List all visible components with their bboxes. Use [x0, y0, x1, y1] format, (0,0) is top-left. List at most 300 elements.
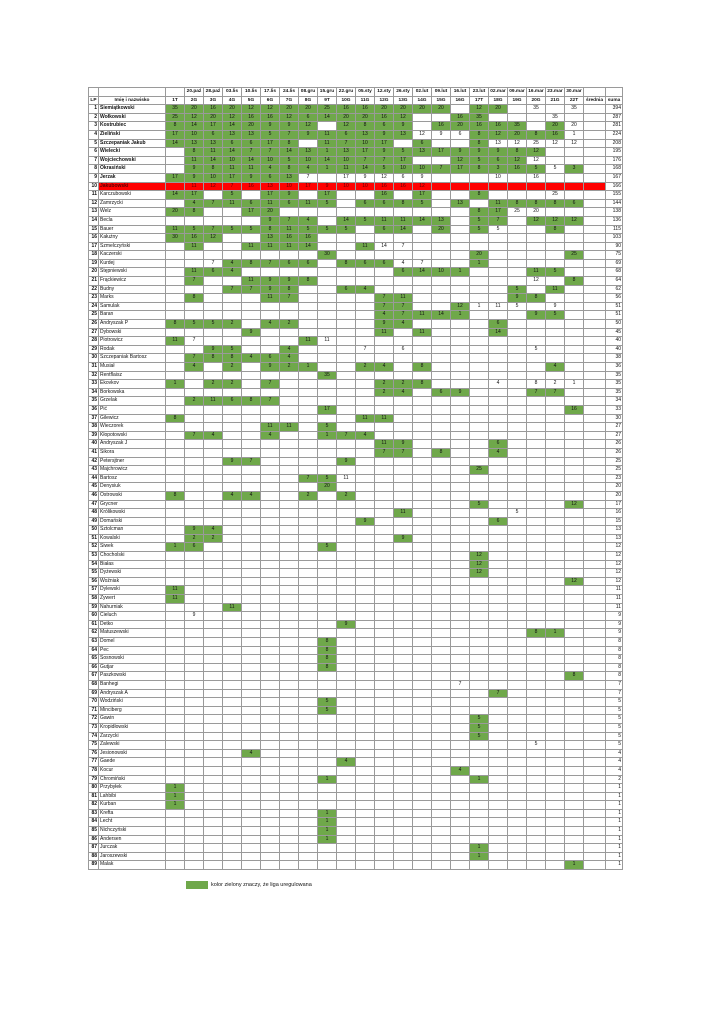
score-cell: [394, 569, 413, 578]
score-cell: [432, 560, 451, 569]
score-cell: [508, 569, 527, 578]
score-cell: [565, 741, 584, 750]
score-cell: [299, 328, 318, 337]
score-cell: [565, 655, 584, 664]
score-cell: [489, 569, 508, 578]
score-cell: [565, 732, 584, 741]
score-cell: [413, 517, 432, 526]
score-cell: 20: [565, 122, 584, 131]
score-cell: 11: [375, 440, 394, 449]
score-cell: [242, 302, 261, 311]
score-cell: 17: [318, 405, 337, 414]
table-row: [89, 208, 623, 217]
score-cell: 14: [242, 156, 261, 165]
score-cell: [299, 758, 318, 767]
score-cell: [166, 732, 185, 741]
score-cell: 11: [299, 199, 318, 208]
score-cell: [432, 715, 451, 724]
score-cell: [565, 448, 584, 457]
table-row: [89, 844, 623, 853]
score-cell: [489, 259, 508, 268]
score-cell: [584, 337, 606, 346]
score-cell: [413, 603, 432, 612]
score-cell: [318, 277, 337, 286]
score-cell: 5: [318, 474, 337, 483]
score-cell: [166, 302, 185, 311]
score-cell: [318, 448, 337, 457]
row-sum: 11: [606, 586, 623, 595]
score-cell: [299, 509, 318, 518]
row-name: Dyżewski: [99, 569, 166, 578]
score-cell: 16: [565, 405, 584, 414]
score-cell: [413, 371, 432, 380]
score-cell: 5: [204, 320, 223, 329]
score-cell: 1: [470, 852, 489, 861]
score-cell: [527, 122, 546, 131]
score-cell: [166, 612, 185, 621]
score-cell: [413, 569, 432, 578]
score-cell: 10: [413, 165, 432, 174]
score-cell: [508, 577, 527, 586]
score-cell: [375, 345, 394, 354]
score-cell: [413, 122, 432, 131]
score-cell: [394, 337, 413, 346]
score-cell: [470, 595, 489, 604]
score-cell: [413, 595, 432, 604]
score-cell: [375, 655, 394, 664]
score-cell: 12: [451, 156, 470, 165]
score-cell: [242, 680, 261, 689]
row-name: Nichczyński: [99, 827, 166, 836]
score-cell: [318, 397, 337, 406]
score-cell: [413, 354, 432, 363]
score-cell: [166, 517, 185, 526]
score-cell: 20: [204, 113, 223, 122]
score-cell: [185, 345, 204, 354]
score-cell: [451, 577, 470, 586]
score-cell: [280, 809, 299, 818]
score-cell: [470, 758, 489, 767]
score-cell: [413, 388, 432, 397]
score-cell: [356, 775, 375, 784]
row-lp: 48: [89, 509, 99, 518]
score-cell: [375, 577, 394, 586]
score-cell: [375, 835, 394, 844]
row-name: Gawin: [99, 715, 166, 724]
score-cell: [318, 629, 337, 638]
score-cell: [508, 474, 527, 483]
score-cell: [204, 741, 223, 750]
score-cell: 17: [375, 139, 394, 148]
row-lp: 83: [89, 809, 99, 818]
score-cell: [337, 509, 356, 518]
score-cell: [337, 818, 356, 827]
round-cell: 22T: [565, 96, 584, 105]
score-cell: [527, 191, 546, 200]
score-cell: 4: [394, 259, 413, 268]
score-cell: [318, 509, 337, 518]
score-cell: [337, 560, 356, 569]
score-cell: [337, 595, 356, 604]
score-cell: [508, 414, 527, 423]
row-name: Wieczorek: [99, 423, 166, 432]
score-cell: [318, 749, 337, 758]
table-row: [89, 234, 623, 243]
score-cell: 2: [299, 491, 318, 500]
score-cell: [413, 766, 432, 775]
score-cell: [223, 294, 242, 303]
score-cell: 5: [527, 345, 546, 354]
score-cell: 5: [261, 130, 280, 139]
score-cell: [413, 285, 432, 294]
score-cell: [299, 457, 318, 466]
score-cell: [413, 638, 432, 647]
score-cell: [166, 569, 185, 578]
score-cell: 1: [318, 809, 337, 818]
table-row: [89, 655, 623, 664]
score-cell: [527, 182, 546, 191]
score-cell: 8: [223, 354, 242, 363]
score-cell: 9: [356, 173, 375, 182]
score-cell: [356, 397, 375, 406]
score-cell: 14: [394, 225, 413, 234]
score-cell: 8: [242, 397, 261, 406]
row-lp: 15: [89, 225, 99, 234]
row-sum: 20: [606, 483, 623, 492]
score-cell: [375, 474, 394, 483]
score-cell: [223, 543, 242, 552]
score-cell: 1: [318, 165, 337, 174]
score-cell: [394, 766, 413, 775]
table-row: [89, 216, 623, 225]
score-cell: 11: [318, 139, 337, 148]
score-cell: [337, 543, 356, 552]
score-cell: [394, 234, 413, 243]
score-cell: [432, 320, 451, 329]
score-cell: [508, 526, 527, 535]
score-cell: [223, 242, 242, 251]
score-cell: [166, 148, 185, 157]
score-cell: [356, 371, 375, 380]
score-cell: [432, 638, 451, 647]
score-cell: 7: [261, 380, 280, 389]
score-cell: [337, 345, 356, 354]
score-cell: [185, 792, 204, 801]
score-cell: 11: [318, 130, 337, 139]
score-cell: 35: [527, 105, 546, 114]
score-cell: [299, 749, 318, 758]
score-cell: 8: [508, 199, 527, 208]
round-cell: 21G: [546, 96, 565, 105]
row-name: Majchrowicz: [99, 466, 166, 475]
score-cell: 20: [451, 122, 470, 131]
score-cell: [280, 784, 299, 793]
score-cell: [508, 517, 527, 526]
score-cell: [356, 543, 375, 552]
score-cell: [432, 698, 451, 707]
score-cell: [546, 105, 565, 114]
score-cell: [546, 586, 565, 595]
score-cell: 12: [242, 105, 261, 114]
score-cell: [337, 784, 356, 793]
score-cell: [356, 749, 375, 758]
score-cell: [299, 543, 318, 552]
score-cell: 12: [280, 113, 299, 122]
score-cell: 4: [204, 431, 223, 440]
score-cell: [223, 732, 242, 741]
score-cell: [356, 474, 375, 483]
score-cell: [185, 466, 204, 475]
score-cell: [356, 792, 375, 801]
score-cell: [489, 191, 508, 200]
score-cell: 20: [394, 105, 413, 114]
score-cell: [546, 156, 565, 165]
table-row: [89, 457, 623, 466]
score-cell: 6: [565, 199, 584, 208]
score-cell: [394, 749, 413, 758]
score-cell: 9: [413, 173, 432, 182]
score-cell: [337, 801, 356, 810]
score-cell: [280, 397, 299, 406]
score-cell: 7: [280, 294, 299, 303]
score-cell: 6: [375, 199, 394, 208]
score-cell: [204, 414, 223, 423]
score-cell: 8: [185, 208, 204, 217]
score-cell: [527, 337, 546, 346]
table-row: [89, 148, 623, 157]
row-lp: 12: [89, 199, 99, 208]
score-cell: [451, 466, 470, 475]
score-cell: [242, 466, 261, 475]
table-row: [89, 526, 623, 535]
score-cell: [204, 818, 223, 827]
score-cell: [204, 491, 223, 500]
score-cell: [337, 371, 356, 380]
row-name: Kurdej: [99, 259, 166, 268]
score-cell: [546, 775, 565, 784]
score-cell: [166, 577, 185, 586]
score-cell: [489, 784, 508, 793]
score-cell: 2: [375, 380, 394, 389]
score-cell: [356, 663, 375, 672]
row-lp: 63: [89, 638, 99, 647]
score-cell: 35: [166, 105, 185, 114]
score-cell: [185, 620, 204, 629]
score-cell: [508, 612, 527, 621]
score-cell: [185, 852, 204, 861]
score-cell: [565, 337, 584, 346]
score-cell: [508, 337, 527, 346]
score-cell: [508, 758, 527, 767]
score-cell: [318, 491, 337, 500]
score-cell: [166, 766, 185, 775]
score-cell: [242, 517, 261, 526]
score-cell: [242, 268, 261, 277]
score-cell: 20: [489, 105, 508, 114]
score-cell: [356, 311, 375, 320]
row-name: Detko: [99, 620, 166, 629]
score-cell: [470, 835, 489, 844]
table-row: [89, 534, 623, 543]
score-cell: [375, 844, 394, 853]
row-name: Bauer: [99, 225, 166, 234]
score-cell: [413, 156, 432, 165]
score-cell: [204, 388, 223, 397]
score-cell: 9: [261, 363, 280, 372]
score-cell: [299, 766, 318, 775]
score-cell: [280, 380, 299, 389]
score-cell: 1: [565, 130, 584, 139]
score-cell: [299, 655, 318, 664]
row-name: Andryszak A: [99, 689, 166, 698]
score-cell: [451, 208, 470, 217]
score-cell: 14: [204, 156, 223, 165]
score-cell: 14: [489, 328, 508, 337]
score-cell: [489, 672, 508, 681]
score-cell: [451, 277, 470, 286]
table-row: [89, 801, 623, 810]
score-cell: [527, 784, 546, 793]
score-cell: 7: [337, 431, 356, 440]
score-cell: [242, 380, 261, 389]
row-sum: 34: [606, 397, 623, 406]
score-cell: 4: [261, 431, 280, 440]
table-row: [89, 388, 623, 397]
score-cell: [242, 612, 261, 621]
score-cell: [318, 268, 337, 277]
score-cell: [318, 586, 337, 595]
score-cell: 10: [223, 156, 242, 165]
row-name: Jurczak: [99, 844, 166, 853]
score-cell: [280, 723, 299, 732]
score-cell: [356, 646, 375, 655]
row-lp: 46: [89, 491, 99, 500]
row-sum: 69: [606, 259, 623, 268]
score-cell: [261, 723, 280, 732]
score-cell: [166, 689, 185, 698]
score-cell: [451, 552, 470, 561]
score-cell: 8: [204, 354, 223, 363]
score-cell: [375, 337, 394, 346]
score-cell: 7: [394, 242, 413, 251]
score-cell: [337, 663, 356, 672]
score-cell: 7: [356, 156, 375, 165]
table-row: [89, 328, 623, 337]
score-cell: 1: [470, 259, 489, 268]
score-cell: [280, 431, 299, 440]
score-cell: [489, 809, 508, 818]
score-cell: [508, 534, 527, 543]
table-row: [89, 268, 623, 277]
score-cell: [223, 766, 242, 775]
score-cell: [489, 242, 508, 251]
score-cell: [527, 827, 546, 836]
score-cell: [394, 405, 413, 414]
score-cell: [356, 191, 375, 200]
score-cell: [204, 835, 223, 844]
score-cell: [356, 861, 375, 870]
score-cell: 8: [527, 629, 546, 638]
score-cell: [527, 259, 546, 268]
score-cell: [299, 294, 318, 303]
score-cell: [470, 431, 489, 440]
score-cell: [546, 500, 565, 509]
score-cell: [527, 612, 546, 621]
score-cell: 12: [489, 130, 508, 139]
score-cell: [470, 277, 489, 286]
round-cell: 6G: [261, 96, 280, 105]
score-cell: [546, 208, 565, 217]
row-lp: 68: [89, 680, 99, 689]
row-lp: 69: [89, 689, 99, 698]
score-cell: 8: [508, 148, 527, 157]
score-cell: 30: [318, 251, 337, 260]
row-name: Budny: [99, 285, 166, 294]
score-cell: [451, 560, 470, 569]
score-cell: 8: [318, 638, 337, 647]
row-sum: 56: [606, 294, 623, 303]
score-cell: [204, 784, 223, 793]
date-cell: 15.gru: [318, 88, 337, 97]
score-cell: [261, 835, 280, 844]
score-cell: [470, 526, 489, 535]
score-cell: 16: [356, 105, 375, 114]
score-cell: 5: [356, 216, 375, 225]
score-cell: [451, 672, 470, 681]
score-cell: [489, 612, 508, 621]
row-sum: 62: [606, 285, 623, 294]
row-lp: 38: [89, 423, 99, 432]
score-cell: [584, 638, 606, 647]
score-cell: [204, 792, 223, 801]
score-cell: [261, 801, 280, 810]
score-cell: [432, 689, 451, 698]
row-name: Minciberg: [99, 706, 166, 715]
score-cell: [261, 861, 280, 870]
legend-text: kolor zielony znaczy, że liga uregulowana: [211, 882, 312, 888]
score-cell: [451, 612, 470, 621]
score-cell: 7: [242, 148, 261, 157]
score-cell: [565, 749, 584, 758]
score-cell: [546, 569, 565, 578]
score-cell: [166, 156, 185, 165]
score-cell: [527, 423, 546, 432]
score-cell: [565, 706, 584, 715]
row-sum: 26: [606, 448, 623, 457]
score-cell: [261, 517, 280, 526]
score-cell: [546, 234, 565, 243]
score-cell: 17: [318, 191, 337, 200]
score-cell: [299, 792, 318, 801]
score-cell: [223, 216, 242, 225]
score-cell: [356, 526, 375, 535]
score-cell: [546, 354, 565, 363]
score-cell: [318, 526, 337, 535]
score-cell: 5: [318, 225, 337, 234]
score-cell: [356, 491, 375, 500]
score-cell: [337, 397, 356, 406]
row-sum: 68: [606, 268, 623, 277]
row-name: Domański: [99, 517, 166, 526]
score-cell: [489, 758, 508, 767]
score-cell: [242, 474, 261, 483]
score-cell: [166, 397, 185, 406]
row-name: Kocur: [99, 766, 166, 775]
score-cell: [280, 466, 299, 475]
score-cell: [584, 302, 606, 311]
row-sum: 168: [606, 165, 623, 174]
score-cell: 20: [432, 225, 451, 234]
